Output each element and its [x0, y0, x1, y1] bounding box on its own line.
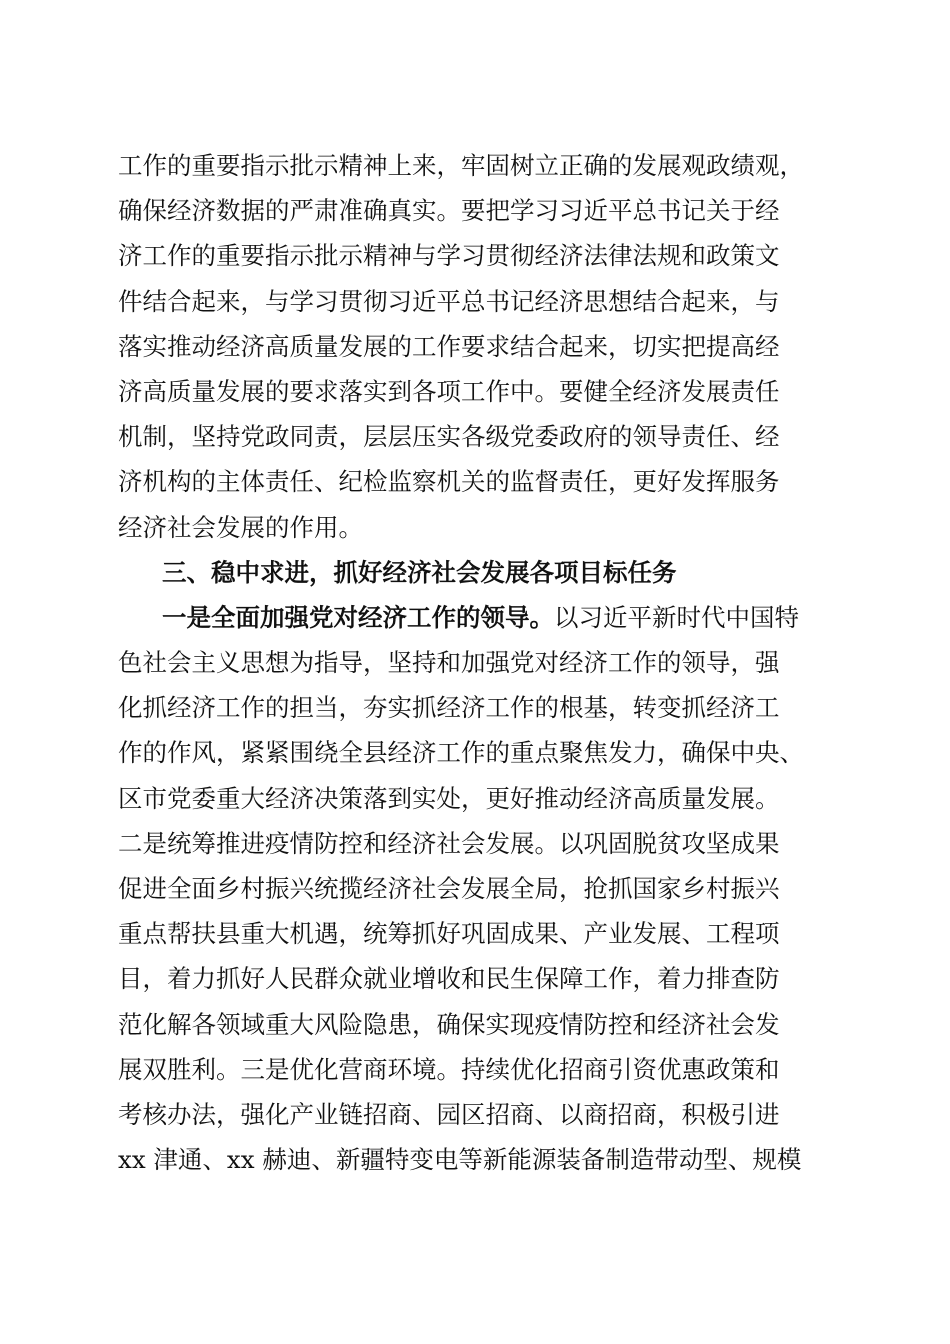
- text-line: 确保经济数据的严肃准确真实。要把学习习近平总书记关于经: [118, 196, 780, 226]
- text-line: 重点帮扶县重大机遇，统筹抓好巩固成果、产业发展、工程项: [118, 919, 780, 949]
- section-heading: 三、稳中求进，抓好经济社会发展各项目标任务: [162, 557, 677, 587]
- text-run: 以习近平新时代中国特: [554, 602, 799, 632]
- text-line: 色社会主义思想为指导，坚持和加强党对经济工作的领导，强: [118, 648, 780, 678]
- text-line: xx 津通、xx 赫迪、新疆特变电等新能源装备制造带动型、规模: [118, 1145, 802, 1175]
- text-line: 济高质量发展的要求落实到各项工作中。要健全经济发展责任: [118, 376, 780, 406]
- text-line: 二是统筹推进疫情防控和经济社会发展。以巩固脱贫攻坚成果: [118, 828, 780, 858]
- text-line: 济机构的主体责任、纪检监察机关的监督责任，更好发挥服务: [118, 467, 780, 497]
- text-line: 机制，坚持党政同责，层层压实各级党委政府的领导责任、经: [118, 422, 780, 452]
- text-line: 落实推动经济高质量发展的工作要求结合起来，切实把提高经: [118, 331, 780, 361]
- text-line: 作的作风，紧紧围绕全县经济工作的重点聚焦发力，确保中央、: [118, 738, 804, 768]
- document-body: [118, 143, 832, 1182]
- paragraph-first-line: [118, 595, 832, 640]
- text-line: 目，着力抓好人民群众就业增收和民生保障工作，着力排查防: [118, 964, 780, 994]
- text-line: 区市党委重大经济决策落到实处，更好推动经济高质量发展。: [118, 783, 780, 813]
- text-line: 展双胜利。三是优化营商环境。持续优化招商引资优惠政策和: [118, 1054, 780, 1084]
- text-line: 件结合起来，与学习贯彻习近平总书记经济思想结合起来，与: [118, 286, 780, 316]
- text-line: 范化解各领域重大风险隐患，确保实现疫情防控和经济社会发: [118, 1009, 780, 1039]
- text-line: 考核办法，强化产业链招商、园区招商、以商招商，积极引进: [118, 1099, 780, 1129]
- text-line: 促进全面乡村振兴统揽经济社会发展全局，抢抓国家乡村振兴: [118, 874, 780, 903]
- text-line: 济工作的重要指示批示精神与学习贯彻经济法律法规和政策文: [118, 241, 780, 271]
- lead-sentence: 一是全面加强党对经济工作的领导。: [162, 602, 554, 632]
- text-line: 经济社会发展的作用。: [118, 512, 363, 542]
- text-line: 化抓经济工作的担当，夯实抓经济工作的根基，转变抓经济工: [118, 693, 780, 723]
- text-line: 工作的重要指示批示精神上来，牢固树立正确的发展观政绩观，: [118, 151, 804, 180]
